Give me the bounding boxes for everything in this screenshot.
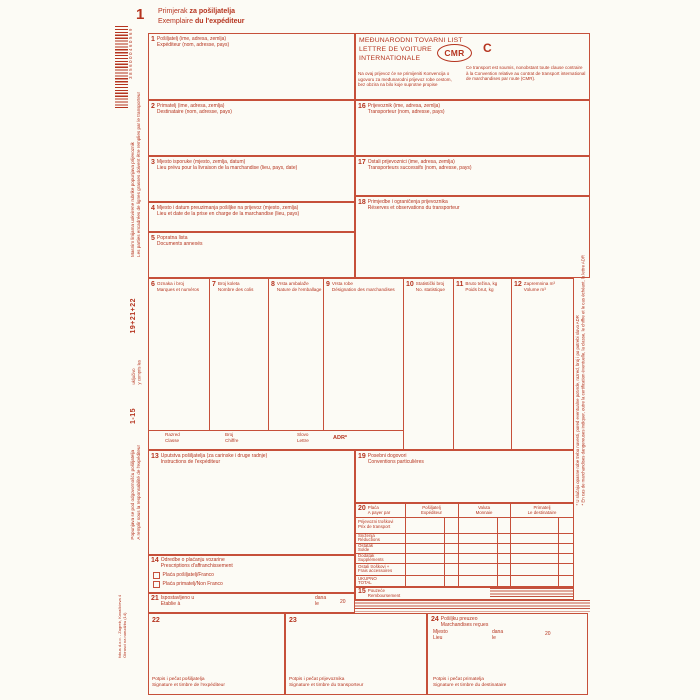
- t20-line-v2: [458, 503, 459, 587]
- t20-col-consignee: Primatelj Le destinataire: [527, 505, 557, 516]
- t20-col-sender: Pošiljatelj Expéditeur: [421, 505, 442, 516]
- box-21-date-label: dana le: [315, 595, 327, 607]
- goods-col-line-5: [453, 278, 454, 450]
- box-16-label: 16 Prijevoznik (ime, adresa, zemlja) Transporteur (nom, adresse, pays): [358, 103, 445, 115]
- goods-col-line-1: [209, 278, 210, 430]
- franco-checkbox: [153, 572, 160, 579]
- box-5-label: 5 Popratna lista Documents annexés: [151, 235, 203, 247]
- goods-col-line-6: [511, 278, 512, 450]
- box-22-signature-label: Potpis i pečat pošiljatelja Signature et timbre de l'expéditeur: [152, 677, 225, 688]
- margin-including: uključivo y compris les: [131, 360, 142, 385]
- goods-col-line-2: [268, 278, 269, 430]
- box-19-label: 19 Posebni dogovori Conventions particulières: [358, 453, 424, 465]
- t20-line-h1: [355, 517, 574, 518]
- box-11-label: 11 Bruto težina, kg Poids brut, kg: [456, 281, 498, 292]
- cod-hatch-rows: [355, 600, 590, 612]
- adr-label: ADR*: [333, 435, 348, 441]
- box-3-label: 3 Mjesto isporuke (mjesto, zemlja, datum) Lieu prévu pour la livraison de la marchandise (lieu, pays, date): [151, 159, 298, 171]
- box-24-place-label: Mjesto Lieu: [433, 629, 448, 641]
- cmr-note-fr: Ce transport est soumis, nonobstant toute clause contraire à la Convention relative au contrat de transport international de marchandises par route (CMR).: [466, 65, 586, 82]
- franco-option: Plaća pošiljatelj/Franco: [153, 572, 214, 579]
- copy-designation: Primjerak za pošiljatelja Exemplaire du l'expéditeur: [158, 8, 245, 26]
- box-18-label: 18 Primjedbe i ograničenja prijevoznika Réserves et observations du transporteur: [358, 199, 460, 211]
- cmr-title: MEĐUNARODNI TOVARNI LIST LETTRE DE VOITURE INTERNATIONALE: [359, 37, 463, 62]
- box-1-label: 1 Pošiljatelj (ime, adresa, zemlja) Expéditeur (nom, adresse, pays): [151, 36, 230, 48]
- t20-line-h4: [355, 553, 574, 554]
- t20-row-transport: Prijevozni troškovi Prix de transport: [358, 519, 394, 530]
- box-14-label: 14 Odredbe o plaćanju vozarine Prescriptions d'affranchissement: [151, 557, 233, 569]
- box-23-signature-label: Potpis i pečat prijevoznika Signature et timbre du transporteur: [289, 677, 364, 688]
- box-13-sender-instructions: [148, 450, 355, 555]
- box-13-label: 13 Uputstva pošiljatelja (za carinske i druge radnje) Instructions de l'expéditeur: [151, 453, 268, 465]
- t20-line-h3: [355, 543, 574, 544]
- t20-line-v1: [405, 503, 406, 587]
- adr-class-label: Razred Classe: [165, 432, 180, 443]
- box-17-label: 17 Ostali prijevoznici (ime, adresa, zemlja) Transporteurs successifs (nom, adresse, pays): [358, 159, 472, 171]
- t20-col-currency: Valuta Monnaie: [475, 505, 493, 516]
- t20-row-supplements: Dodatak Suppléments: [358, 552, 384, 563]
- box-8-label: 8 Vrsta ambalaže Nature de l'emballage: [271, 281, 322, 292]
- t20-line-v1b: [444, 517, 445, 587]
- box-7-label: 7 Broj koleta Nombre des colis: [212, 281, 254, 292]
- t20-line-h2: [355, 533, 574, 534]
- box-24-year: 20: [545, 631, 551, 637]
- adr-class-row: [148, 430, 404, 450]
- adr-footnote: * U slučaju opasne robe treba navesti, pored eventualne potvrde, razred, broj i po potrebi slovo ADR * En cas de marchandises dangereuses indiquer, outre la certification éventuelle, la classe, le chiffre et le cas échéant, la lettre ADR: [575, 255, 586, 506]
- adr-number-label: Broj Chiffre: [225, 432, 239, 443]
- box-20-label: 20 Plaća A payer par: [358, 505, 391, 516]
- copy-number: 1: [136, 6, 145, 23]
- cod-hatch-block: [490, 588, 573, 599]
- copy-letter: C: [483, 41, 492, 55]
- box-10-label: 10 Statistički broj No. statistique: [406, 281, 445, 292]
- non-franco-checkbox: [153, 581, 160, 588]
- margin-fields-1-15: 1-15: [130, 408, 137, 425]
- box-23-number: 23: [289, 617, 297, 624]
- box-24-signature-label: Potpis i pečat primatelja Signature et timbre du destinataire: [433, 677, 507, 688]
- goods-col-line-3: [323, 278, 324, 430]
- t20-line-v3: [510, 503, 511, 587]
- non-franco-option: Plaća primatelj/Non Franco: [153, 581, 223, 588]
- t20-line-h6: [355, 575, 574, 576]
- goods-col-line-4: [403, 278, 404, 450]
- box-15-label: 15 Pouzeće Remboursement: [358, 588, 401, 599]
- box-6-label: 6 Oznaka i broj Marques et numéros: [151, 281, 200, 292]
- box-9-label: 9 Vrsta robe Désignation des marchandises: [326, 281, 395, 292]
- adr-letter-label: Slovo Lettre: [297, 432, 309, 443]
- box-2-label: 2 Primatelj (ime, adresa, zemlja) Destinataire (nom, adresse, pays): [151, 103, 232, 115]
- box-12-label: 12 Zapremnina m³ Volume m³: [514, 281, 555, 292]
- t20-row-reductions: Sniženja Réductions: [358, 532, 380, 543]
- t20-line-v2b: [497, 517, 498, 587]
- margin-fields-19-21-22: 19+21+22: [130, 298, 137, 334]
- box-24-date-label: dana le: [492, 629, 504, 641]
- box-4-label: 4 Mjesto i datum preuzimanja pošiljke na prijevoz (mjesto, zemlja) Lieu et date de la prise en charge de la marchandise (lieu, pays): [151, 205, 300, 217]
- t20-line-v3b: [558, 517, 559, 587]
- t20-row-total: UKUPNO TOTAL: [358, 575, 377, 586]
- box-22-number: 22: [152, 617, 160, 624]
- barcode-number: 3856000460569: [128, 27, 133, 79]
- box-21-year: 20: [340, 599, 346, 605]
- t20-row-balance: Ostatak Solde: [358, 542, 374, 553]
- barcode: [115, 26, 128, 108]
- cmr-logo: CMR: [437, 44, 472, 62]
- box-21-label: 21 Ispostavljeno u Etablie à: [151, 595, 195, 607]
- publisher-credit: fokus d.o.o. - Zagreb, Kovačićeva 4 Obrasci na narudžbu (14): [117, 595, 128, 658]
- margin-carrier-note: Masnim linijama uokvirene rubrike popunjava prijevoznik Les parties encadrées de lignes grasses doivent être remplies par le transporteur: [130, 92, 141, 257]
- t20-row-accessories: Ostali troškovi + Frais accessoires: [358, 563, 393, 574]
- margin-sender-note: Popunjava se pod odgovornošću pošiljatelja A remplir sous la responsabilité de l'expéditeur: [130, 445, 141, 540]
- cmr-note-hr: Na ovaj prijevoz će se primijeniti Konvencija o ugovoru za međunarodni prijevoz robe cestom, bez obzira na bilo koje suprotne propise: [358, 71, 452, 88]
- box-24-label: 24 Pošiljku preuzeo Marchandises reçues: [431, 616, 489, 628]
